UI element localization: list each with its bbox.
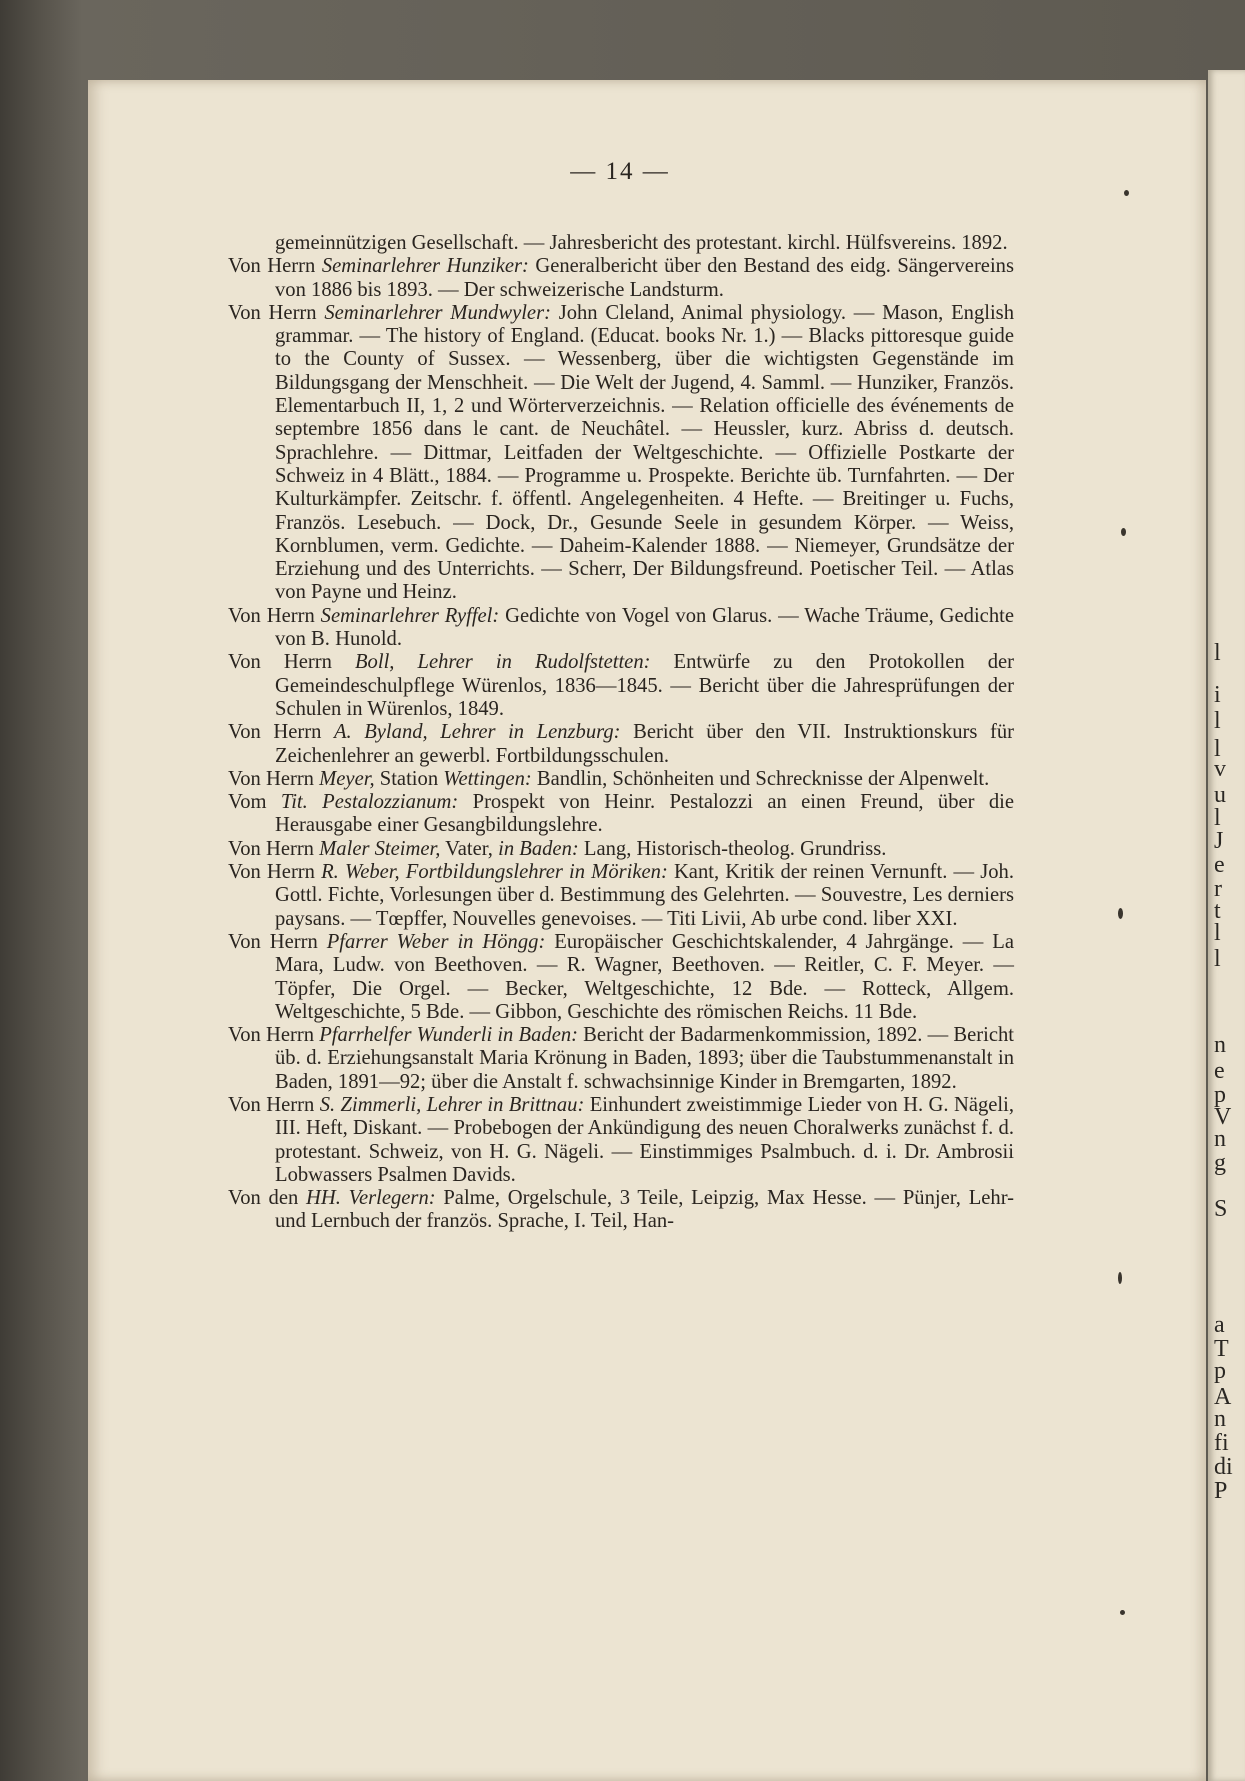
donor-name: Seminarlehrer Ryffel: <box>320 604 500 627</box>
entry-text: Bericht der Badarmenkommission, 1892. — Bericht üb. d. Erziehungsanstalt Maria Krönung in Baden, 1893; über die Taubstummenanstalt in Baden, 1891—92; über die Anstalt f. schwachsinnige Kinder in Bremgarten, 1892. <box>275 1024 1014 1093</box>
facing-page-letter: S <box>1214 1196 1228 1222</box>
facing-page-letter: V <box>1214 1104 1232 1130</box>
donation-entry <box>228 1187 1014 1234</box>
entry-text: John Cleland, Animal physiology. — Mason, English grammar. — The history of England. (Educat. books Nr. 1.) — Blacks pittoresque guide to the County of Sussex. — Wessenberg, über die wichtigsten Gegenstände im Bildungsgang der Menschheit. — Die Welt der Jugend, 4. Samml. — Hunziker, Französ. Elementarbuch II, 1, 2 und Wörterverzeichnis. — Relation officielle des événements de septembre 1856 dans le cant. de Neuchâtel. — Heussler, kurz. Abriss d. deutsch. Sprachlehre. — Dittmar, Leitfaden der Weltgeschichte. — Offizielle Postkarte der Schweiz in 4 Blätt., 1884. — Programme u. Prospekte. Berichte üb. Turnfahrten. — Der Kulturkämpfer. Zeitschr. f. öffentl. Angelegenheiten. 4 Hefte. — Breitinger u. Fuchs, Französ. Lesebuch. — Dock, Dr., Gesunde Seele in gesundem Körper. — Weiss, Kornblumen, verm. Gedichte. — Daheim-Kalender 1888. — Niemeyer, Grundsätze der Erziehung und des Unterrichts. — Scherr, Der Bildungsfreund. Poetischer Teil. — Atlas von Payne und Heinz. <box>275 301 1014 604</box>
facing-page-letter: l <box>1214 736 1221 762</box>
entry-text: Von den <box>228 1187 307 1210</box>
entry-text: Von Herrn <box>228 301 325 324</box>
donor-name: Wettingen: <box>443 767 532 790</box>
entry-text: gemeinnützigen Gesellschaft. — Jahresbericht des protestant. kirchl. Hülfsvereins. 1892. <box>275 232 1008 254</box>
entry-text: Bericht über den VII. Instruktionskurs für Zeichenlehrer an gewerbl. Fortbildungsschulen. <box>275 721 1014 767</box>
facing-page-letter: l <box>1214 805 1221 831</box>
donation-entry <box>228 721 1014 768</box>
facing-page-letter: n <box>1214 1126 1226 1152</box>
donor-name: Tit. Pestalozzianum: <box>280 791 459 814</box>
facing-page-letter: p <box>1214 1082 1226 1108</box>
facing-page-letter: e <box>1214 1058 1225 1084</box>
facing-page-letter: v <box>1214 756 1226 782</box>
entry-text: Von Herrn <box>228 837 320 860</box>
facing-page-letter: l <box>1214 920 1221 946</box>
donation-list <box>228 232 1014 1234</box>
donation-entry <box>228 651 1014 721</box>
facing-page-letter: P <box>1214 1478 1228 1504</box>
donor-name: Maler Steimer, <box>319 837 441 860</box>
entry-text: Kant, Kritik der reinen Vernunft. — Joh. Gottl. Fichte, Vorlesungen über d. Bestimmung des Gelehrten. — Souvestre, Les derniers paysans. — Tœpffer, Nouvelles genevoises. — Titi Livii, Ab urbe cond. liber XXI. <box>275 861 1014 930</box>
facing-page-letter: t <box>1214 898 1221 924</box>
facing-page-letter: A <box>1214 1384 1232 1410</box>
donation-entry <box>228 1024 1014 1094</box>
facing-page-letter: n <box>1214 1032 1226 1058</box>
donation-entry <box>228 1094 1014 1187</box>
entry-text: Von Herrn <box>228 651 355 674</box>
donor-name: Pfarrhelfer Wunderli in Baden: <box>319 1024 578 1047</box>
entry-text: Europäischer Geschichtskalender, 4 Jahrgänge. — La Mara, Ludw. von Beethoven. — R. Wagner, Beethoven. — Reitler, C. F. Meyer. — Töpfer, Die Orgel. — Becker, Weltgeschichte, 12 Bde. — Rotteck, Allgem. Weltgeschichte, 5 Bde. — Gibbon, Geschichte des römischen Reichs. 11 Bde. <box>275 930 1014 1023</box>
donor-name: Seminarlehrer Mundwyler: <box>324 301 551 324</box>
donation-entry <box>228 605 1014 652</box>
donation-entry <box>228 302 1014 605</box>
entry-text: Station <box>374 767 444 790</box>
entry-text: Palme, Orgelschule, 3 Teile, Leipzig, Max Hesse. — Pünjer, Lehr- und Lernbuch der französ. Sprache, I. Teil, Han- <box>275 1187 1015 1233</box>
donation-entry <box>228 791 1014 838</box>
facing-page-letter: e <box>1214 852 1225 878</box>
donor-name: Seminarlehrer Hunziker: <box>321 255 529 278</box>
entry-text: Von Herrn <box>228 604 321 627</box>
donation-entry <box>228 931 1014 1024</box>
entry-text: Von Herrn <box>228 861 322 884</box>
entry-text: Gedichte von Vogel von Glarus. — Wache Träume, Gedichte von B. Hunold. <box>275 604 1014 651</box>
entry-text: Von Herrn <box>228 1024 320 1047</box>
margin-speck <box>1118 1272 1122 1284</box>
entry-text: Prospekt von Heinr. Pestalozzi an einen Freund, über die Herausgabe einer Gesangbildungslehre. <box>275 791 1014 837</box>
margin-speck <box>1121 528 1126 536</box>
entry-text: Einhundert zweistimmige Lieder von H. G. Nägeli, III. Heft, Diskant. — Probebogen der Ankündigung des neuen Choralwerks zunächst f. d. protestant. Schweiz, von H. G. Nägeli. — Einstimmiges Psalmbuch. d. i. Dr. Ambrosii Lobwassers Psalmen Davids. <box>275 1093 1014 1186</box>
facing-page-letter: l <box>1214 640 1221 666</box>
donation-entry <box>228 768 1014 791</box>
margin-speck <box>1120 1610 1125 1615</box>
donor-name: A. Byland, Lehrer in Lenzburg: <box>333 721 621 744</box>
entry-text: Von Herrn <box>228 721 334 744</box>
page-number: — 14 — <box>570 158 670 185</box>
margin-speck <box>1118 908 1123 919</box>
entry-text: Vom <box>228 791 281 814</box>
entry-text: Entwürfe zu den Protokollen der Gemeindeschulpflege Würenlos, 1836—1845. — Bericht über die Jahresprüfungen der Schulen in Würenlos, 1849. <box>275 651 1014 720</box>
donor-name: R. Weber, Fortbildungslehrer in Möriken: <box>321 861 668 884</box>
entry-text: Vater, <box>440 837 499 860</box>
entry-text: Von Herrn <box>228 930 327 953</box>
margin-speck <box>1124 190 1129 196</box>
entry-text: Generalbericht über den Bestand des eidg. Sängervereins von 1886 bis 1893. — Der schweizerische Landsturm. <box>275 255 1014 301</box>
donation-entry <box>228 255 1014 302</box>
facing-page-letter: r <box>1214 876 1222 902</box>
facing-page-edge <box>1208 70 1245 1781</box>
donation-entry <box>228 838 1014 861</box>
facing-page-letter: g <box>1214 1150 1226 1176</box>
entry-text: Von Herrn <box>228 767 320 790</box>
donation-entry <box>228 232 1014 255</box>
donor-name: Pfarrer Weber in Höngg: <box>326 930 546 953</box>
facing-page-letter: l <box>1214 708 1221 734</box>
facing-page-letter: u <box>1214 782 1226 808</box>
donor-name: Boll, Lehrer in Rudolfstetten: <box>354 651 651 674</box>
facing-page-letter: n <box>1214 1406 1226 1432</box>
donor-name: in Baden: <box>498 837 579 860</box>
facing-page-letter: a <box>1214 1312 1225 1338</box>
facing-page-letter: l <box>1214 946 1221 972</box>
facing-page-letter: p <box>1214 1358 1226 1384</box>
donor-name: HH. Verlegern: <box>306 1187 436 1210</box>
facing-page-letter: T <box>1214 1336 1229 1362</box>
facing-page-letter: fi <box>1214 1430 1229 1456</box>
facing-page-letter: i <box>1214 682 1221 708</box>
donation-entry <box>228 861 1014 931</box>
entry-text: Von Herrn <box>228 255 322 278</box>
entry-text: Lang, Historisch-theolog. Grundriss. <box>578 837 887 860</box>
donor-name: Meyer, <box>319 767 375 790</box>
entry-text: Bandlin, Schönheiten und Schrecknisse der Alpenwelt. <box>531 767 990 790</box>
facing-page-letter: di <box>1214 1454 1233 1480</box>
facing-page-letter: J <box>1214 828 1224 854</box>
entry-text: Von Herrn <box>228 1093 320 1116</box>
donor-name: S. Zimmerli, Lehrer in Brittnau: <box>319 1093 585 1116</box>
